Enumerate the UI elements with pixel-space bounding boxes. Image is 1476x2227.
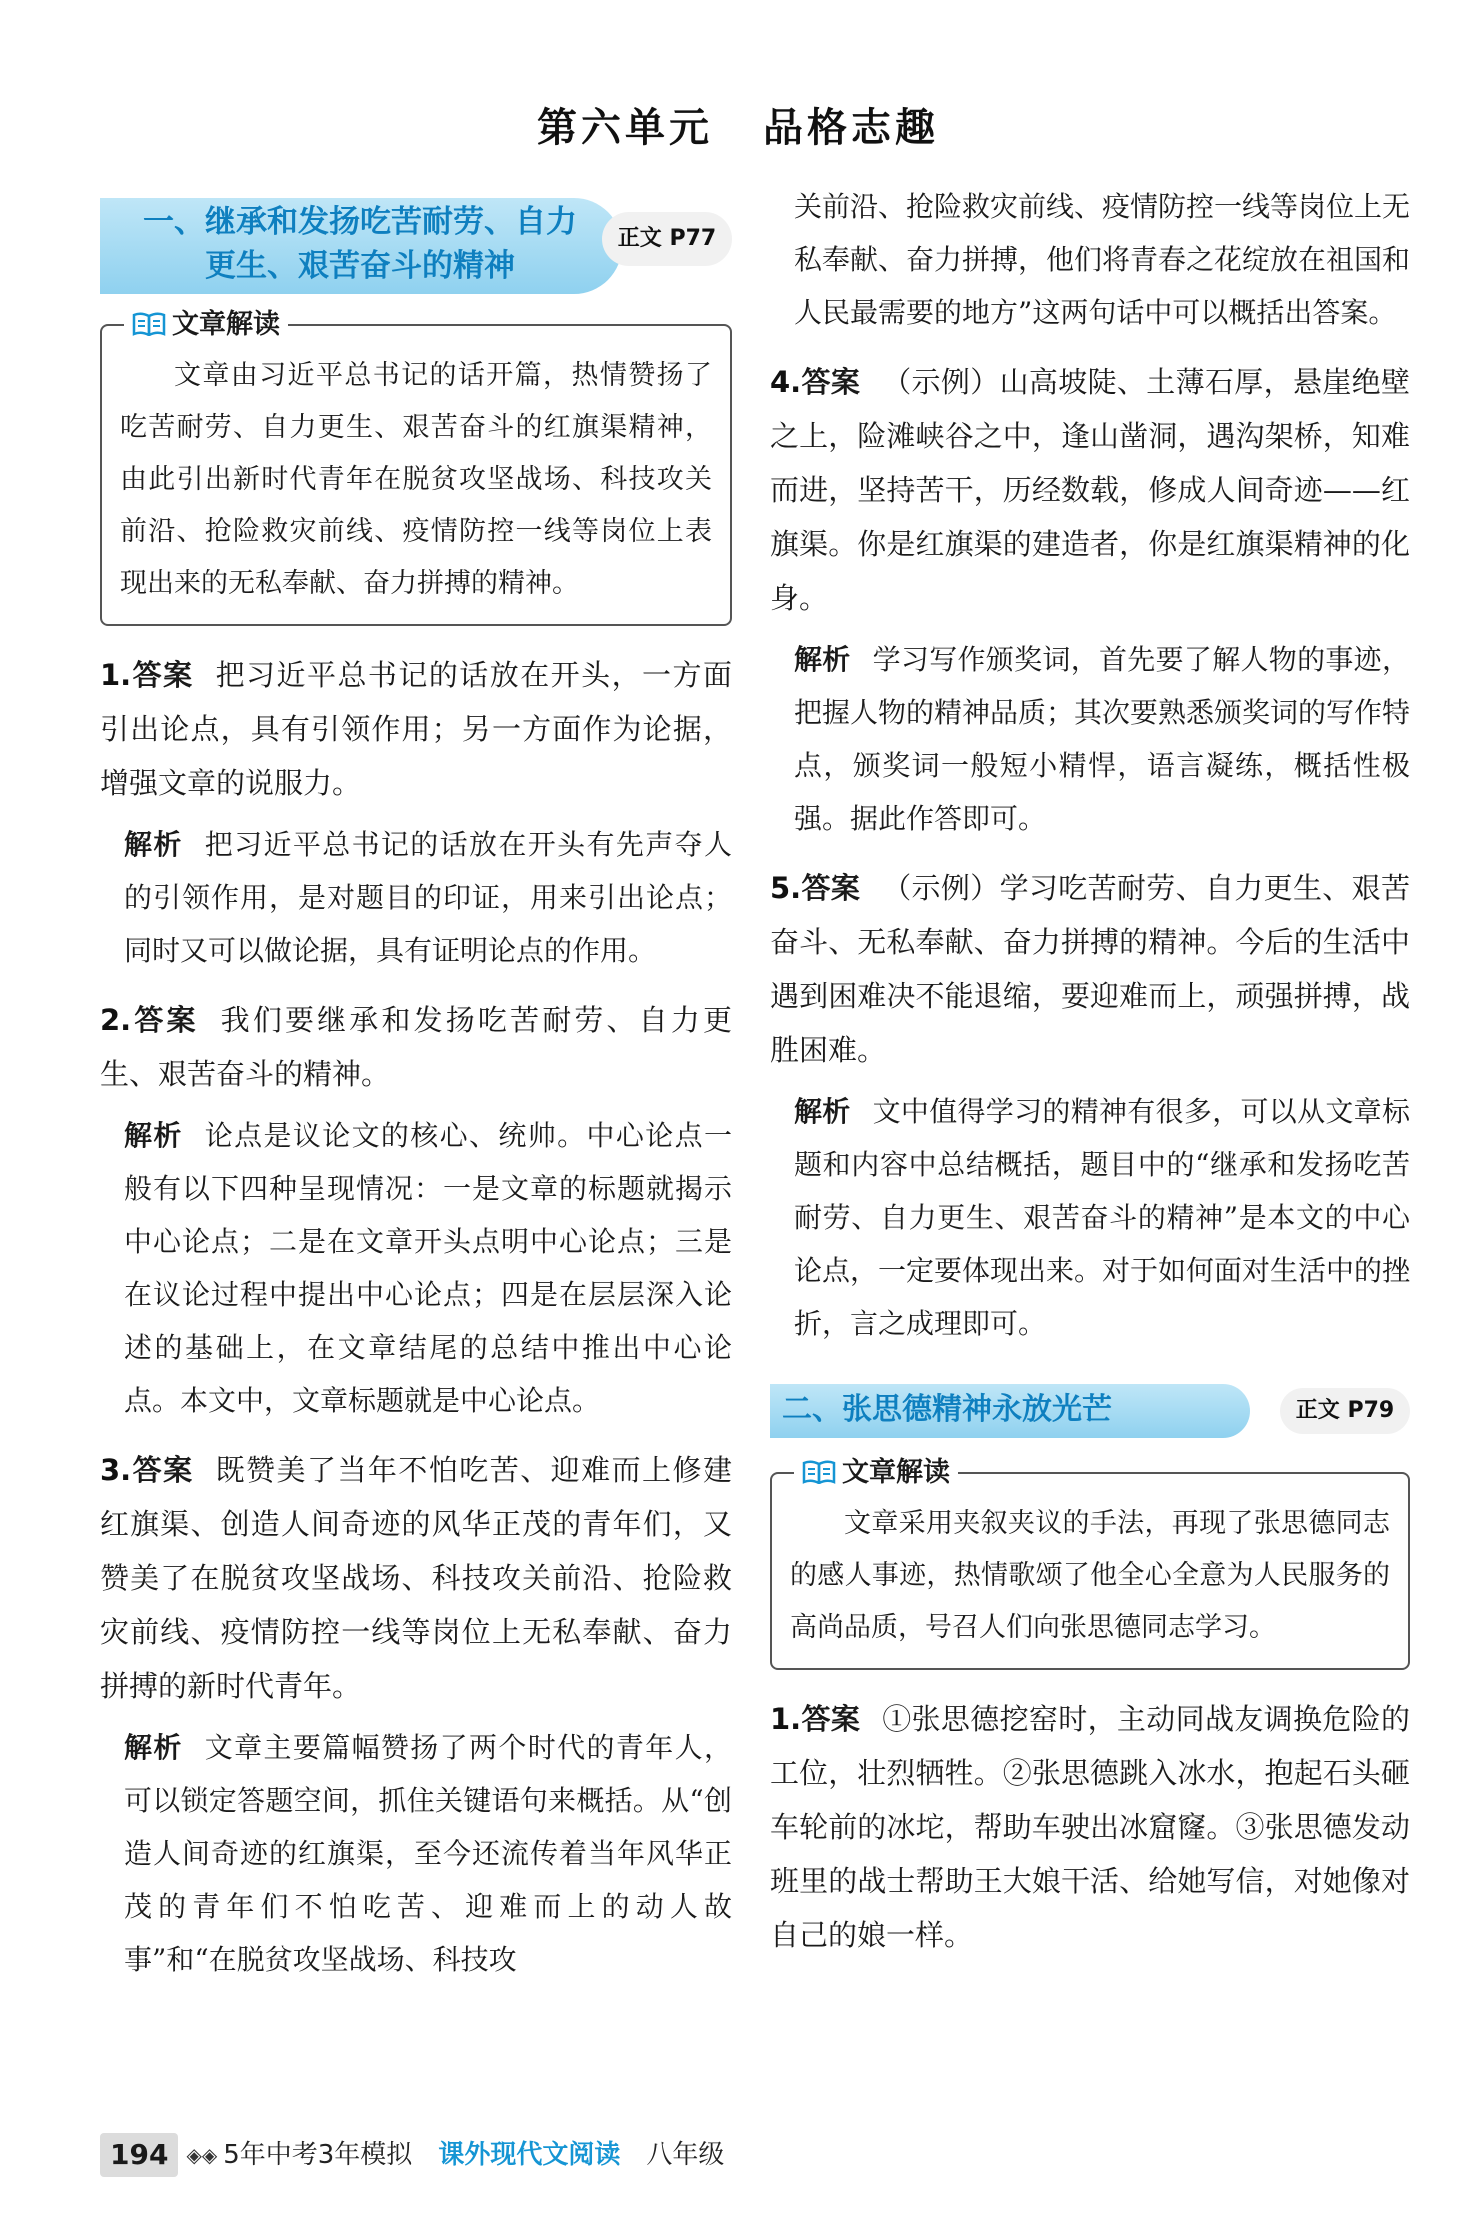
right-column <box>770 180 1410 1962</box>
article-interpretation-text: 文章由习近平总书记的话开篇，热情赞扬了吃苦耐劳、自力更生、艰苦奋斗的红旗渠精神，由此引出新时代青年在脱贫攻坚战场、科技攻关前沿、抢险救灾前线、疫情防控一线等岗位上表现出来的无私奉献、奋力拼搏的精神。 <box>120 360 712 599</box>
series-name: 5年中考3年模拟 <box>223 2140 413 2170</box>
q2-analysis: 解析 论点是议论文的核心、统帅。中心论点一般有以下四种呈现情况：一是文章的标题就揭示中心论点；二是在文章开头点明中心论点；三是在议论过程中提出中心论点；四是在层层深入论述的基础上，在文章结尾的总结中推出中心论点。本文中，文章标题就是中心论点。 <box>124 1119 732 1417</box>
book-icon <box>132 312 166 336</box>
q5-analysis: 解析 文中值得学习的精神有很多，可以从文章标题和内容中总结概括，题目中的“继承和发扬吃苦耐劳、自力更生、艰苦奋斗的精神”是本文的中心论点，一定要体现出来。对于如何面对生活中的挫折，言之成理即可。 <box>794 1095 1411 1340</box>
article-interpretation-box-2 <box>770 1457 1410 1670</box>
unit-label: 第六单元 <box>537 105 713 151</box>
q4-analysis: 解析 学习写作颁奖词，首先要了解人物的事迹，把握人物的精神品质；其次要熟悉颁奖词的写作特点，颁奖词一般短小精悍，语言凝练，概括性极强。据此作答即可。 <box>794 643 1411 835</box>
s2q1-answer: 1.答案 ①张思德挖窑时，主动同战友调换危险的工位，壮烈牺牲。②张思德跳入冰水，抱起石头砸车轮前的冰坨，帮助车驶出冰窟窿。③张思德发动班里的战士帮助王大娘干活、给她写信，对她像对自己的娘一样。 <box>770 1702 1410 1952</box>
page-number: 194 <box>100 2133 178 2177</box>
article-interpretation-label: 文章解读 <box>794 1454 958 1492</box>
question-5 <box>770 861 1410 1350</box>
q1-answer: 1.答案 把习近平总书记的话放在开头，一方面引出论点，具有引领作用；另一方面作为论据，增强文章的说服力。 <box>100 658 732 800</box>
page-title <box>0 96 1476 153</box>
article-interpretation-box <box>100 309 732 626</box>
question-2 <box>100 993 732 1427</box>
q2-answer: 2.答案 我们要继承和发扬吃苦耐劳、自力更生、艰苦奋斗的精神。 <box>100 1003 732 1091</box>
diamond-logo-icon: ◈◈ <box>186 2143 218 2167</box>
book-icon <box>802 1460 836 1484</box>
section-1-page-ref: 正文 P77 <box>602 212 732 266</box>
q4-answer: 4.答案 （示例）山高坡陡、土薄石厚，悬崖绝壁之上，险滩峡谷之中，逢山凿洞，遇沟架桥，知难而进，坚持苦干，历经数载，修成人间奇迹——红旗渠。你是红旗渠的建造者，你是红旗渠精神的化身。 <box>770 365 1410 615</box>
q3-answer: 3.答案 既赞美了当年不怕吃苦、迎难而上修建红旗渠、创造人间奇迹的风华正茂的青年们，又赞美了在脱贫攻坚战场、科技攻关前沿、抢险救灾前线、疫情防控一线等岗位上无私奉献、奋力拼搏的新时代青年。 <box>100 1453 732 1703</box>
question-1 <box>100 648 732 977</box>
section-2-title: 二、张思德精神永放光芒 <box>782 1392 1112 1427</box>
page-footer <box>100 2133 724 2177</box>
section-2-page-ref: 正文 P79 <box>1280 1388 1410 1434</box>
unit-theme: 品格志趣 <box>763 105 939 151</box>
article-interpretation-text-2: 文章采用夹叙夹议的手法，再现了张思德同志的感人事迹，热情歌颂了他全心全意为人民服务的高尚品质，号召人们向张思德同志学习。 <box>790 1508 1390 1643</box>
left-column <box>100 190 732 1986</box>
section-2-question-1 <box>770 1692 1410 1962</box>
question-4 <box>770 355 1410 845</box>
q5-answer: 5.答案 （示例）学习吃苦耐劳、自力更生、艰苦奋斗、无私奉献、奋力拼搏的精神。今后的生活中遇到困难决不能退缩，要迎难而上，顽强拼搏，战胜困难。 <box>770 871 1410 1067</box>
question-3 <box>100 1443 732 1986</box>
q1-analysis: 解析 把习近平总书记的话放在开头有先声夺人的引领作用，是对题目的印证，用来引出论点；同时又可以做论据，具有证明论点的作用。 <box>124 828 732 967</box>
article-interpretation-label: 文章解读 <box>124 306 288 344</box>
section-2-banner <box>770 1380 1410 1450</box>
section-1-banner <box>100 190 732 302</box>
q3-analysis: 解析 文章主要篇幅赞扬了两个时代的青年人，可以锁定答题空间，抓住关键语句来概括。从“创造人间奇迹的红旗渠，至今还流传着当年风华正茂的青年们不怕吃苦、迎难而上的动人故事”和“在脱贫攻坚战场、科技攻 <box>124 1731 732 1976</box>
grade-label: 八年级 <box>646 2140 725 2170</box>
section-1-title: 一、继承和发扬吃苦耐劳、自力 更生、艰苦奋斗的精神 <box>143 204 577 284</box>
q3-analysis-continued: 关前沿、抢险救灾前线、疫情防控一线等岗位上无私奉献、奋力拼搏，他们将青春之花绽放在祖国和人民最需要的地方”这两句话中可以概括出答案。 <box>794 190 1411 329</box>
book-title: 课外现代文阅读 <box>438 2140 621 2170</box>
